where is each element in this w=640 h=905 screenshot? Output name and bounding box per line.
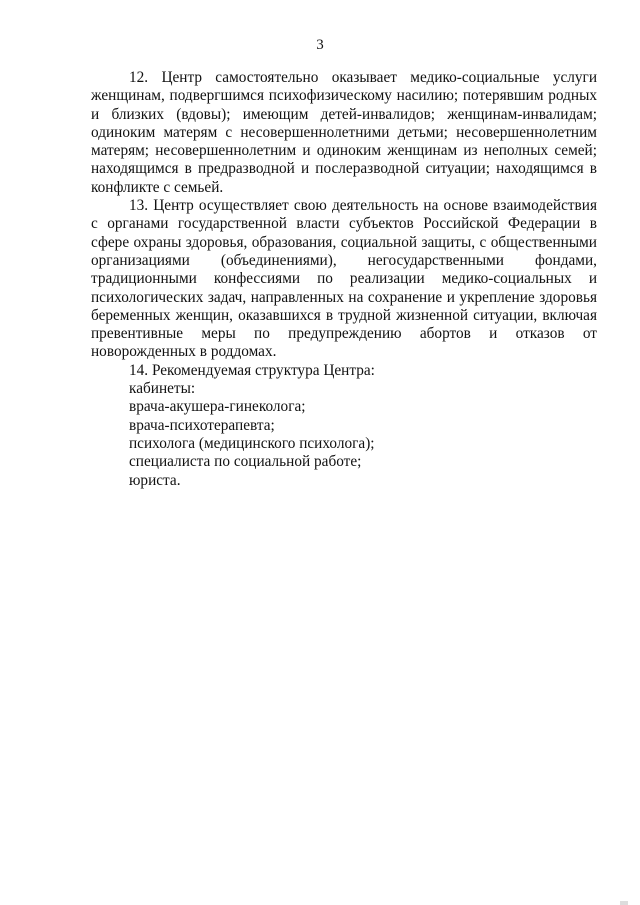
list-item: юриста. (129, 471, 181, 489)
paragraph-14-heading: 14. Рекомендуемая структура Центра: (129, 361, 375, 379)
document-body (91, 69, 597, 490)
list-item: специалиста по социальной работе; (129, 453, 362, 471)
paragraph-12: 12. Центр самостоятельно оказывает медико-социальные услуги женщинам, подвергшимся психофизическому насилию; потерявшим родных и близких (вдовы); имеющим детей-инвалидов; женщинам-инвалидам; одиноким матерям с несовершеннолетними детьми; несовершеннолетним матерям; несовершеннолетним и одиноким женщинам из неполных семей; находящимся в предразводной и послеразводной ситуации; находящимся в конфликте с семьей. (91, 69, 597, 196)
list-item: врача-психотерапевта; (129, 416, 275, 434)
scan-edge-mark (620, 901, 628, 905)
structure-list (91, 380, 597, 490)
paragraph-13: 13. Центр осуществляет свою деятельность на основе взаимодействия с органами государственной власти субъектов Российской Федерации в сфере охраны здоровья, образования, социальной защиты, с общественными организациями (объединениями), негосударственными фондами, традиционными конфессиями по реализации медико-социальных и психологических задач, направленных на сохранение и укрепление здоровья беременных женщин, оказавшихся в трудной жизненной ситуации, включая превентивные меры по предупреждению абортов и отказов от новорожденных в роддомах. (91, 197, 597, 361)
list-item: врача-акушера-гинеколога; (129, 398, 306, 416)
page-number: 3 (316, 37, 324, 53)
list-item: психолога (медицинского психолога); (129, 434, 375, 452)
list-item: кабинеты: (129, 380, 196, 398)
